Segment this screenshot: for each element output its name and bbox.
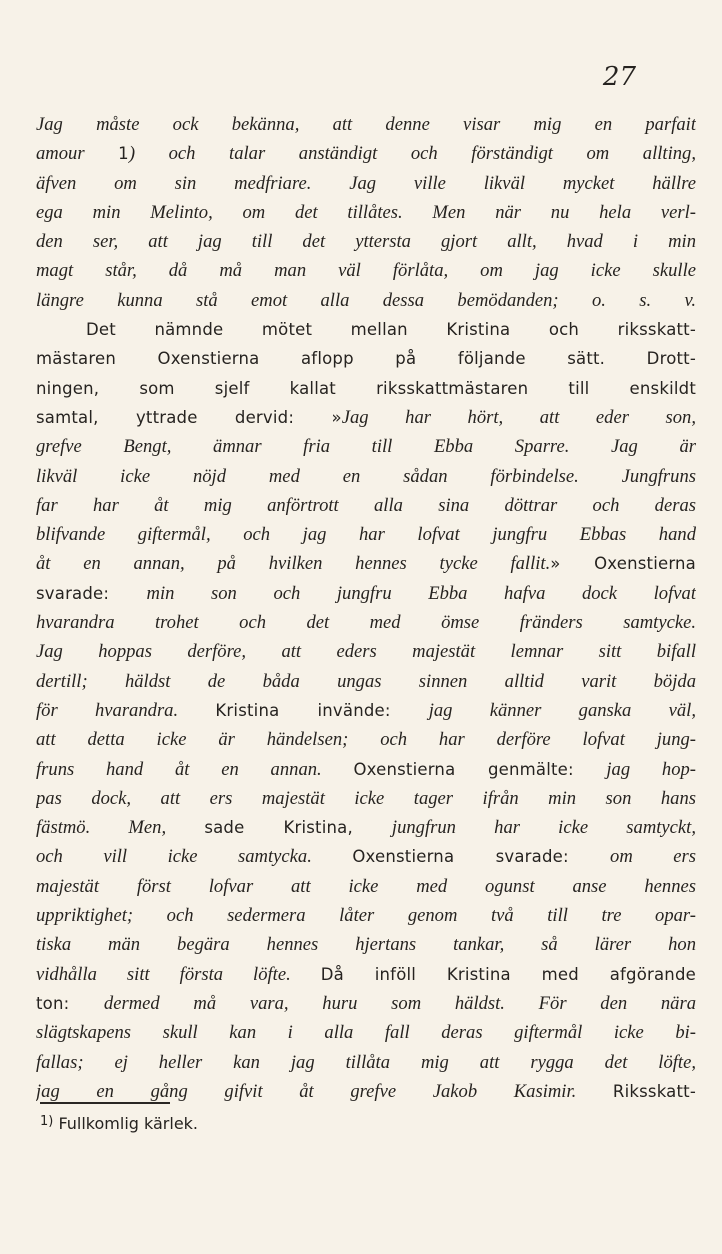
- italic-run: dermed må vara, huru som häldst. För den nära: [103, 992, 696, 1014]
- italic-run: ) och talar anständigt och förständigt om allting,: [128, 143, 696, 165]
- italic-run: majestät först lofvar att icke med ogunst anse hennes: [36, 875, 696, 897]
- body-text: [36, 110, 696, 1106]
- italic-run: magt står, då må man väl förlåta, om jag icke skulle: [36, 260, 696, 282]
- italic-run: jag hop-: [606, 758, 696, 780]
- roman-run: Oxenstierna svarade:: [352, 847, 611, 867]
- text-line: [36, 901, 696, 930]
- text-line: [36, 520, 696, 549]
- text-line: [36, 403, 696, 432]
- italic-run: fallas; ej heller kan jag tillåta mig att rygga det löfte,: [36, 1051, 696, 1073]
- text-line: [36, 755, 696, 784]
- text-line: [36, 344, 696, 373]
- roman-run: ningen, som sjelf kallat riksskattmästaren till enskildt: [36, 378, 696, 398]
- italic-run: Jag har hört, att eder son,: [341, 406, 696, 428]
- italic-run: längre kunna stå emot alla dessa bemödanden; o. s. v.: [36, 289, 696, 311]
- text-line: [36, 549, 696, 578]
- italic-run: slägtskapens skull kan i alla fall deras giftermål icke bi-: [36, 1022, 696, 1044]
- text-line: [36, 784, 696, 813]
- footnote: [40, 1114, 198, 1133]
- italic-run: tiska män begära hennes hjertans tankar, så lärer hon: [36, 934, 696, 956]
- roman-run: sade Kristina,: [204, 818, 392, 838]
- text-line: [36, 960, 696, 989]
- text-line: [36, 198, 696, 227]
- italic-run: Jag hoppas derföre, att eders majestät lemnar sitt bifall: [36, 641, 696, 663]
- text-line: [36, 1048, 696, 1077]
- footnote-text: Fullkomlig kärlek.: [58, 1114, 199, 1133]
- footnote-rule: [40, 1102, 170, 1104]
- roman-run: Oxenstierna genmälte:: [353, 759, 607, 779]
- roman-run: ton:: [36, 993, 104, 1013]
- text-line: [36, 256, 696, 285]
- roman-run: Det nämnde mötet mellan Kristina och riksskatt-: [86, 320, 696, 340]
- text-line: [36, 374, 696, 403]
- italic-run: äfven om sin medfriare. Jag ville likväl mycket hällre: [36, 172, 696, 194]
- italic-run: fästmö. Men,: [36, 817, 205, 839]
- text-line: [36, 169, 696, 198]
- italic-run: far har åt mig anförtrott alla sina döttrar och deras: [36, 494, 696, 516]
- italic-run: hvarandra trohet och det med ömse fränders samtycke.: [36, 612, 696, 634]
- text-line: [36, 579, 696, 608]
- roman-run: svarade:: [36, 583, 147, 603]
- text-line: [36, 462, 696, 491]
- italic-run: grefve Bengt, ämnar fria till Ebba Sparre. Jag är: [36, 436, 696, 458]
- text-line: [36, 637, 696, 666]
- italic-run: om ers: [610, 846, 696, 868]
- italic-run: jungfrun har icke samtyckt,: [391, 817, 696, 839]
- italic-run: amour: [36, 143, 119, 165]
- italic-run: Jag måste ock bekänna, att denne visar mig en parfait: [36, 114, 696, 135]
- text-line: [36, 227, 696, 256]
- text-line: [36, 110, 696, 139]
- roman-run: Då inföll Kristina med afgörande: [320, 964, 696, 984]
- italic-run: pas dock, att ers majestät icke tager ifrån min son hans: [36, 787, 696, 809]
- italic-run: för hvarandra.: [36, 699, 216, 721]
- text-line: [36, 930, 696, 959]
- italic-run: åt en annan, på hvilken hennes tycke fallit.: [36, 553, 551, 575]
- text-line: [36, 315, 696, 344]
- text-line: [36, 1018, 696, 1047]
- italic-run: den ser, att jag till det yttersta gjort allt, hvad i min: [36, 231, 696, 253]
- roman-run: » Oxenstierna: [550, 554, 696, 574]
- roman-run: 1: [118, 144, 129, 164]
- text-line: [36, 286, 696, 315]
- text-line: [36, 989, 696, 1018]
- italic-run: blifvande giftermål, och jag har lofvat jungfru Ebbas hand: [36, 524, 696, 546]
- text-line: [36, 813, 696, 842]
- italic-run: ega min Melinto, om det tillåtes. Men när nu hela verl-: [36, 201, 696, 223]
- text-line: [36, 696, 696, 725]
- roman-run: mästaren Oxenstierna aflopp på följande sätt. Drott-: [36, 349, 696, 369]
- text-line: [36, 667, 696, 696]
- italic-run: jag en gång gifvit åt grefve Jakob Kasimir.: [36, 1080, 613, 1102]
- text-line: [36, 872, 696, 901]
- italic-run: fruns hand åt en annan.: [36, 758, 354, 780]
- italic-run: jag känner ganska väl,: [428, 699, 696, 721]
- italic-run: vidhålla sitt första löfte.: [36, 963, 321, 985]
- text-line: [36, 432, 696, 461]
- roman-run: Riksskatt-: [612, 1081, 696, 1101]
- italic-run: att detta icke är händelsen; och har derföre lofvat jung-: [36, 729, 696, 751]
- text-line: [36, 139, 696, 168]
- italic-run: min son och jungfru Ebba hafva dock lofvat: [146, 582, 696, 604]
- roman-run: samtal, yttrade dervid: »: [36, 407, 342, 427]
- footnote-marker: 1): [40, 1114, 54, 1129]
- text-line: [36, 842, 696, 871]
- text-line: [36, 491, 696, 520]
- roman-run: Kristina invände:: [215, 700, 429, 720]
- text-line: [36, 725, 696, 754]
- italic-run: uppriktighet; och sedermera låter genom två till tre opar-: [36, 905, 696, 927]
- text-line: [36, 608, 696, 637]
- italic-run: likväl icke nöjd med en sådan förbindelse. Jungfruns: [36, 465, 696, 487]
- italic-run: dertill; häldst de båda ungas sinnen alltid varit böjda: [36, 670, 696, 692]
- italic-run: och vill icke samtycka.: [36, 846, 353, 868]
- page-number: 27: [602, 62, 636, 92]
